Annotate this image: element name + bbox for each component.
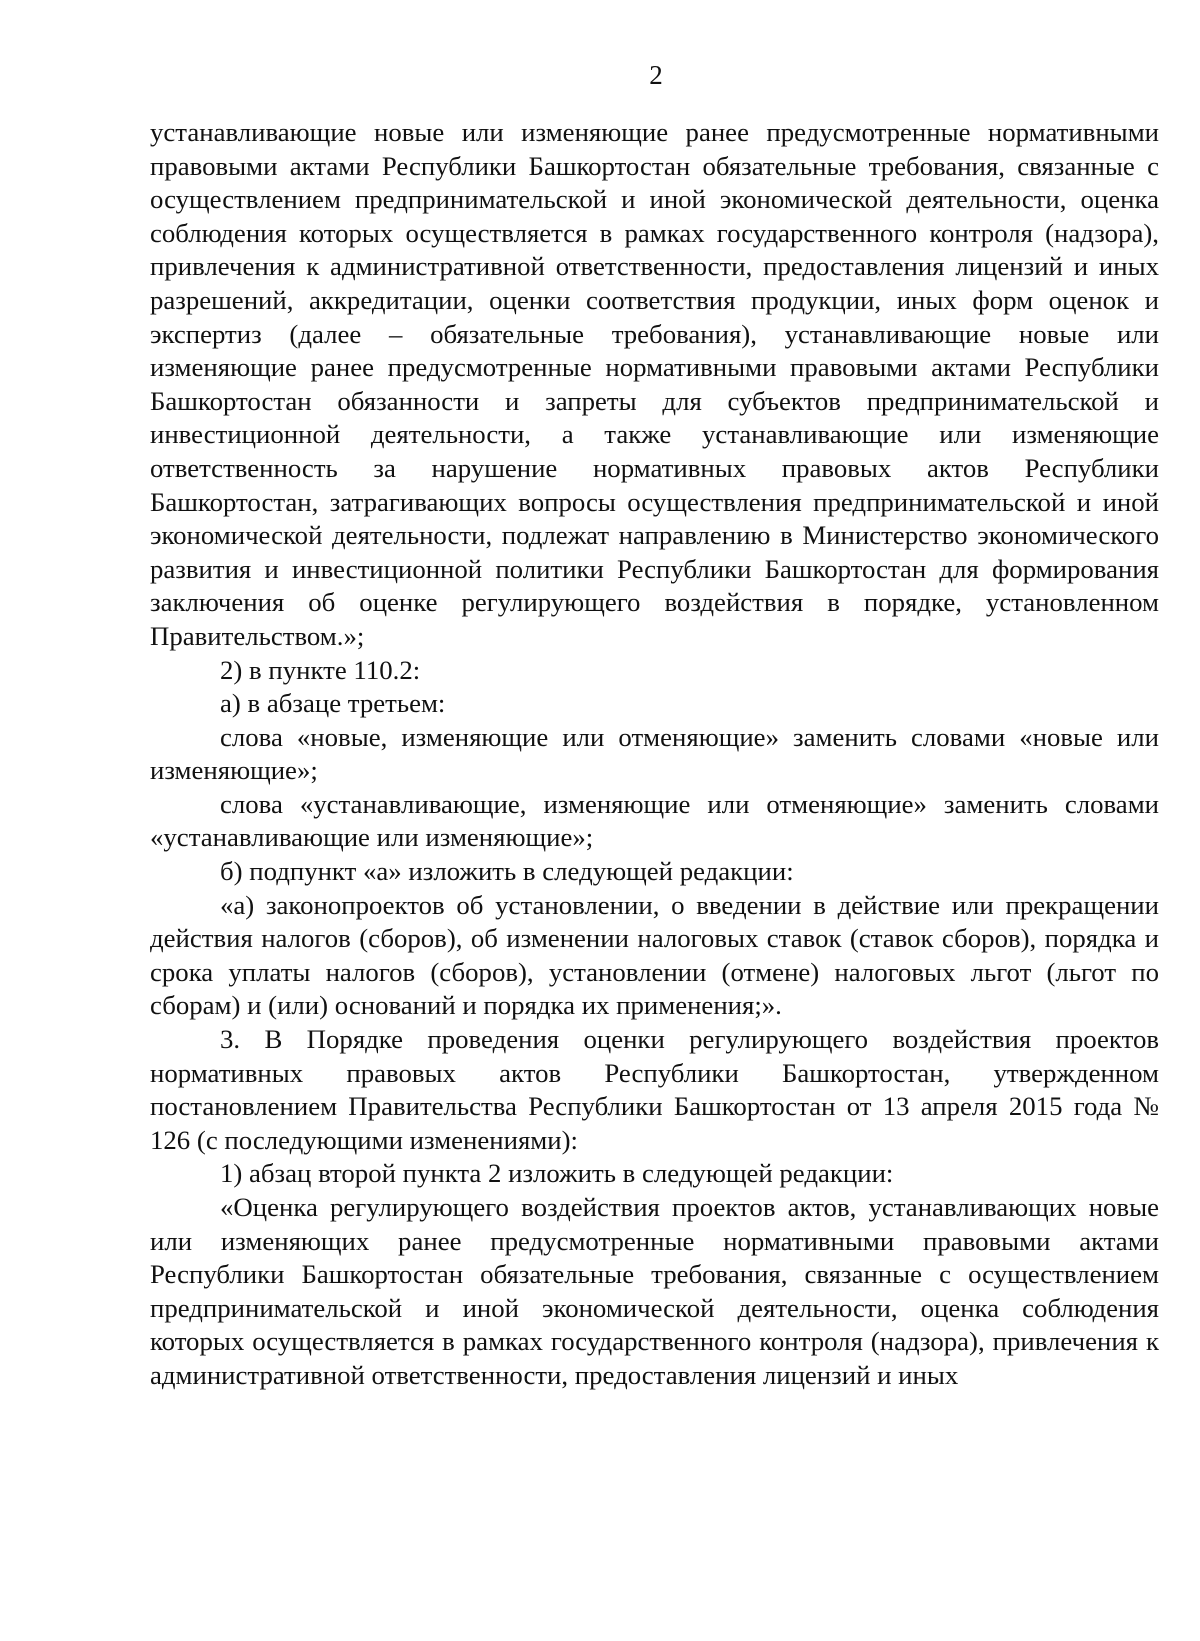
paragraph-continuation: устанавливающие новые или изменяющие ранее предусмотренные нормативными правовыми актами Республики Башкортостан обязательные требования, связанные с осуществлением предпринимательской и иной экономической деятельности, оценка соблюдения которых осуществляется в рамках государственного контроля (надзора), привлечения к административной ответственности, предоставления лицензий и иных разрешений, аккредитации, оценки соответствия продукции, иных форм оценок и экспертиз (далее – обязательные требования), устанавливающие новые или изменяющие ранее предусмотренные нормативными правовыми актами Республики Башкортостан обязанности и запреты для субъектов предпринимательской и инвестиционной деятельности, а также устанавливающие или изменяющие ответственность за нарушение нормативных правовых актов Республики Башкортостан, затрагивающих вопросы осуществления предпринимательской и иной экономической деятельности, подлежат направлению в Министерство экономического развития и инвестиционной политики Республики Башкортостан для формирования заключения об оценке регулирующего воздействия в порядке, установленном Правительством.»; <box>150 117 1159 651</box>
document-body <box>150 116 1159 1393</box>
paragraph-subitem-a: а) в абзаце третьем: <box>220 688 446 719</box>
paragraph-replace-words-2: слова «устанавливающие, изменяющие или отменяющие» заменить словами «устанавливающие или изменяющие»; <box>150 788 1159 853</box>
paragraph-subitem-b: б) подпункт «а» изложить в следующей редакции: <box>220 856 794 887</box>
page-number: 2 <box>649 60 663 90</box>
paragraph-replace-words-1: слова «новые, изменяющие или отменяющие» заменить словами «новые или изменяющие»; <box>150 721 1159 786</box>
paragraph-new-subitem-a-text: «а) законопроектов об установлении, о введении в действие или прекращении действия налогов (сборов), об изменении налоговых ставок (ставок сборов), порядка и срока уплаты налогов (сборов), установлении (отмене) налоговых льгот (льгот по сборам) и (или) оснований и порядка их применения;». <box>150 889 1159 1021</box>
paragraph-item-3-1: 1) абзац второй пункта 2 изложить в следующей редакции: <box>220 1158 894 1189</box>
paragraph-item-2: 2) в пункте 110.2: <box>220 654 421 685</box>
paragraph-quoted-text: «Оценка регулирующего воздействия проектов актов, устанавливающих новые или изменяющих ранее предусмотренные нормативными правовыми актами Республики Башкортостан обязательные требования, связанные с осуществлением предпринимательской и иной экономической деятельности, оценка соблюдения которых осуществляется в рамках государственного контроля (надзора), привлечения к административной ответственности, предоставления лицензий и иных <box>150 1192 1159 1390</box>
paragraph-item-3: 3. В Порядке проведения оценки регулирующего воздействия проектов нормативных правовых актов Республики Башкортостан, утвержденном постановлением Правительства Республики Башкортостан от 13 апреля 2015 года № 126 (с последующими изменениями): <box>150 1024 1159 1155</box>
